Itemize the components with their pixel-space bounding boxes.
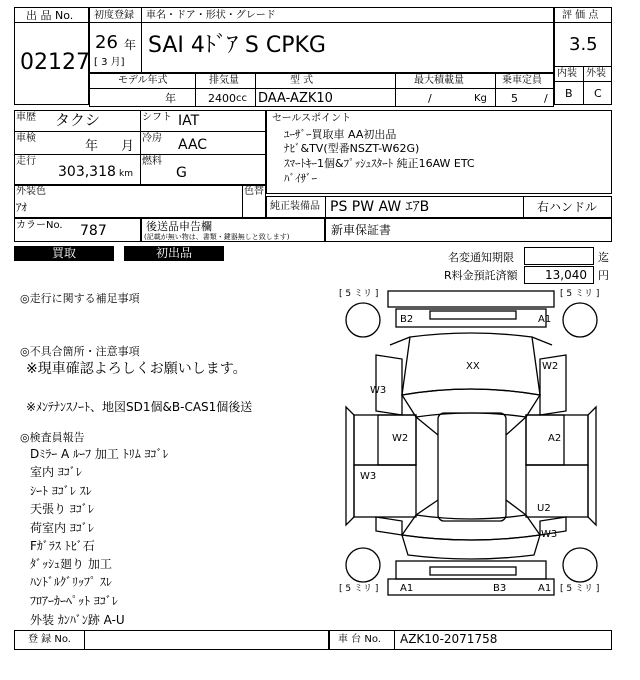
damage-mark: B2: [400, 314, 414, 325]
car-diagram: [330, 285, 615, 600]
inspector-line: 室内 ﾖｺﾞﾚ: [30, 465, 82, 479]
chassis-value: AZK10-2071758: [400, 632, 498, 646]
color-no-label: カラーNo.: [16, 220, 63, 231]
ext-color-label: 外装色: [16, 186, 46, 197]
model-label: 型 式: [290, 75, 314, 86]
inspector-line: 荷室内 ﾖｺﾞﾚ: [30, 521, 94, 535]
trunk: [402, 535, 540, 559]
rear-window: [402, 515, 540, 540]
ext-color-cell: [14, 185, 266, 218]
damage-mark: W3: [541, 529, 558, 540]
max-load-value: /: [428, 92, 432, 105]
recycle-value: 13,040: [545, 268, 587, 282]
sales-point-line: ｽﾏｰﾄｷｰ1個&ﾌﾟｯｼｭｽﾀｰﾄ 純正16AW ETC: [284, 157, 475, 170]
model-year-unit: 年: [165, 92, 176, 105]
displacement-unit: cc: [236, 93, 247, 104]
model-year-label: モデル年式: [118, 75, 168, 86]
history-value: タクシ: [55, 111, 101, 129]
deadline-box: [524, 247, 594, 265]
mileage-value: 303,318: [58, 164, 116, 180]
capacity-sep: /: [544, 92, 548, 105]
first-reg-month: [ 3 月]: [94, 57, 125, 68]
mileage-unit: km: [119, 169, 133, 179]
fuel-label: 燃料: [142, 156, 162, 167]
inspector-line: 外装 ｶﾝﾊﾞﾝ跡 A-U: [30, 613, 125, 627]
damage-mark: A2: [548, 433, 562, 444]
deadline-label: 名変通知期限: [448, 251, 514, 264]
year-unit: 年: [124, 38, 137, 52]
interior-grade: B: [565, 87, 573, 100]
first-reg-year: 26: [95, 32, 118, 53]
score-value: 3.5: [569, 34, 598, 55]
damage-mark: W3: [370, 385, 387, 396]
inspector-line: ﾌﾛｱｰｶｰﾍﾟｯﾄ ﾖｺﾞﾚ: [30, 594, 118, 608]
shift-label: シフト: [142, 112, 172, 123]
damage-mark: W2: [392, 433, 409, 444]
car-name: SAI 4ﾄﾞｱ S CPKG: [148, 33, 326, 58]
equipment-value: PS PW AW ｴｱB: [330, 199, 430, 215]
max-load-label: 最大積載量: [414, 75, 464, 86]
color-no-value: 787: [80, 223, 107, 239]
inspector-line: Dﾐﾗｰ A ﾙｰﾌ 加工 ﾄﾘﾑ ﾖｺﾞﾚ: [30, 447, 169, 461]
right-rear-door: [526, 465, 588, 517]
cooler-value: AAC: [178, 137, 208, 153]
damage-mark: W3: [360, 471, 377, 482]
tire-depth-rl: [ 5 ミリ ]: [339, 584, 379, 594]
first-reg-label: 初度登録: [94, 10, 134, 21]
tire-depth-fl: [ 5 ミリ ]: [339, 289, 379, 299]
inspector-line: 天張り ﾖｺﾞﾚ: [30, 502, 94, 516]
defects-line: ※ﾒﾝﾃﾅﾝｽﾉｰﾄ、地図SD1個&B-CAS1個後送: [26, 400, 253, 414]
sales-point-line: ﾅﾋﾞ&TV(型番NSZT-W62G): [284, 142, 420, 155]
roof: [438, 413, 506, 521]
tire-rear-right: [563, 548, 597, 582]
tire-front-right: [563, 303, 597, 337]
displacement-label: 排気量: [209, 75, 239, 86]
inspector-heading: ◎検査員報告: [20, 431, 85, 444]
damage-mark: W2: [542, 361, 559, 372]
driving-notes-heading: ◎走行に関する補足事項: [20, 292, 140, 305]
inspector-line: ｼｰﾄ ﾖｺﾞﾚ ｽﾚ: [30, 484, 92, 498]
lot-no: 02127: [20, 50, 90, 75]
first-listing-badge: 初出品: [124, 246, 224, 261]
recycle-label: R料金預託済額: [444, 269, 518, 282]
damage-mark: XX: [466, 361, 480, 372]
tire-rear-left: [346, 548, 380, 582]
equipment-label: 純正装備品: [270, 201, 320, 212]
inspection-month: 月: [121, 139, 135, 154]
model-value: DAA-AZK10: [258, 91, 333, 106]
damage-mark: U2: [537, 503, 551, 514]
inspector-line: ﾀﾞｯｼｭ廻り 加工: [30, 557, 112, 571]
fuel-value: G: [176, 165, 187, 181]
purchase-badge: 買取: [14, 246, 114, 261]
deadline-unit: 迄: [598, 251, 609, 264]
chassis-label: 車 台 No.: [338, 634, 381, 645]
ext-color-value: ｱｵ: [16, 201, 27, 214]
inspector-line: Fｶﾞﾗｽ ﾄﾋﾞ石: [30, 539, 95, 553]
damage-mark: A1: [538, 583, 552, 594]
inspector-line: ﾊﾝﾄﾞﾙｸﾞﾘｯﾌﾟ ｽﾚ: [30, 575, 112, 589]
tire-front-left: [346, 303, 380, 337]
registration-label: 登 録 No.: [28, 634, 71, 645]
after-report-label: 後送品申告欄: [146, 220, 212, 233]
inspection-label: 車検: [16, 133, 36, 144]
tire-depth-fr: [ 5 ミリ ]: [560, 289, 600, 299]
shift-value: IAT: [178, 113, 200, 129]
warranty-value: 新車保証書: [331, 223, 392, 237]
history-label: 車歴: [16, 112, 36, 123]
damage-mark: A1: [538, 314, 552, 325]
tire-depth-rr: [ 5 ミリ ]: [560, 584, 600, 594]
defects-heading: ◎不具合箇所・注意事項: [20, 345, 140, 358]
recycle-unit: 円: [598, 269, 609, 282]
defects-line: ※現車確認よろしくお願いします。: [26, 361, 247, 377]
mileage-label: 走行: [16, 156, 36, 167]
color-change-label: 色替: [244, 186, 264, 197]
capacity-value: 5: [511, 92, 518, 105]
sales-point-line: ﾕｰｻﾞｰ買取車 AA初出品: [284, 128, 397, 141]
inspection-year: 年: [85, 139, 99, 154]
exterior-grade: C: [594, 87, 602, 100]
sales-points-label: セールスポイント: [272, 113, 352, 124]
sales-point-line: ﾊﾞｲｻﾞｰ: [284, 172, 317, 185]
max-load-unit: Kg: [474, 93, 487, 104]
displacement-value: 2400: [208, 92, 236, 105]
damage-mark: A1: [400, 583, 414, 594]
after-report-note: (記載が無い物は、書類・鍵器無しと致します): [144, 233, 290, 241]
front-bumper: [388, 291, 554, 307]
capacity-label: 乗車定員: [502, 75, 542, 86]
score-label: 評 価 点: [562, 10, 599, 21]
car-name-label: 車名・ドア・形状・グレード: [146, 10, 276, 21]
steering-value: 右ハンドル: [537, 200, 598, 214]
cooler-label: 冷房: [142, 133, 162, 144]
interior-label: 内装: [557, 68, 577, 79]
lot-no-label: 出 品 No.: [26, 9, 74, 22]
damage-mark: B3: [493, 583, 507, 594]
exterior-label: 外装: [586, 68, 606, 79]
